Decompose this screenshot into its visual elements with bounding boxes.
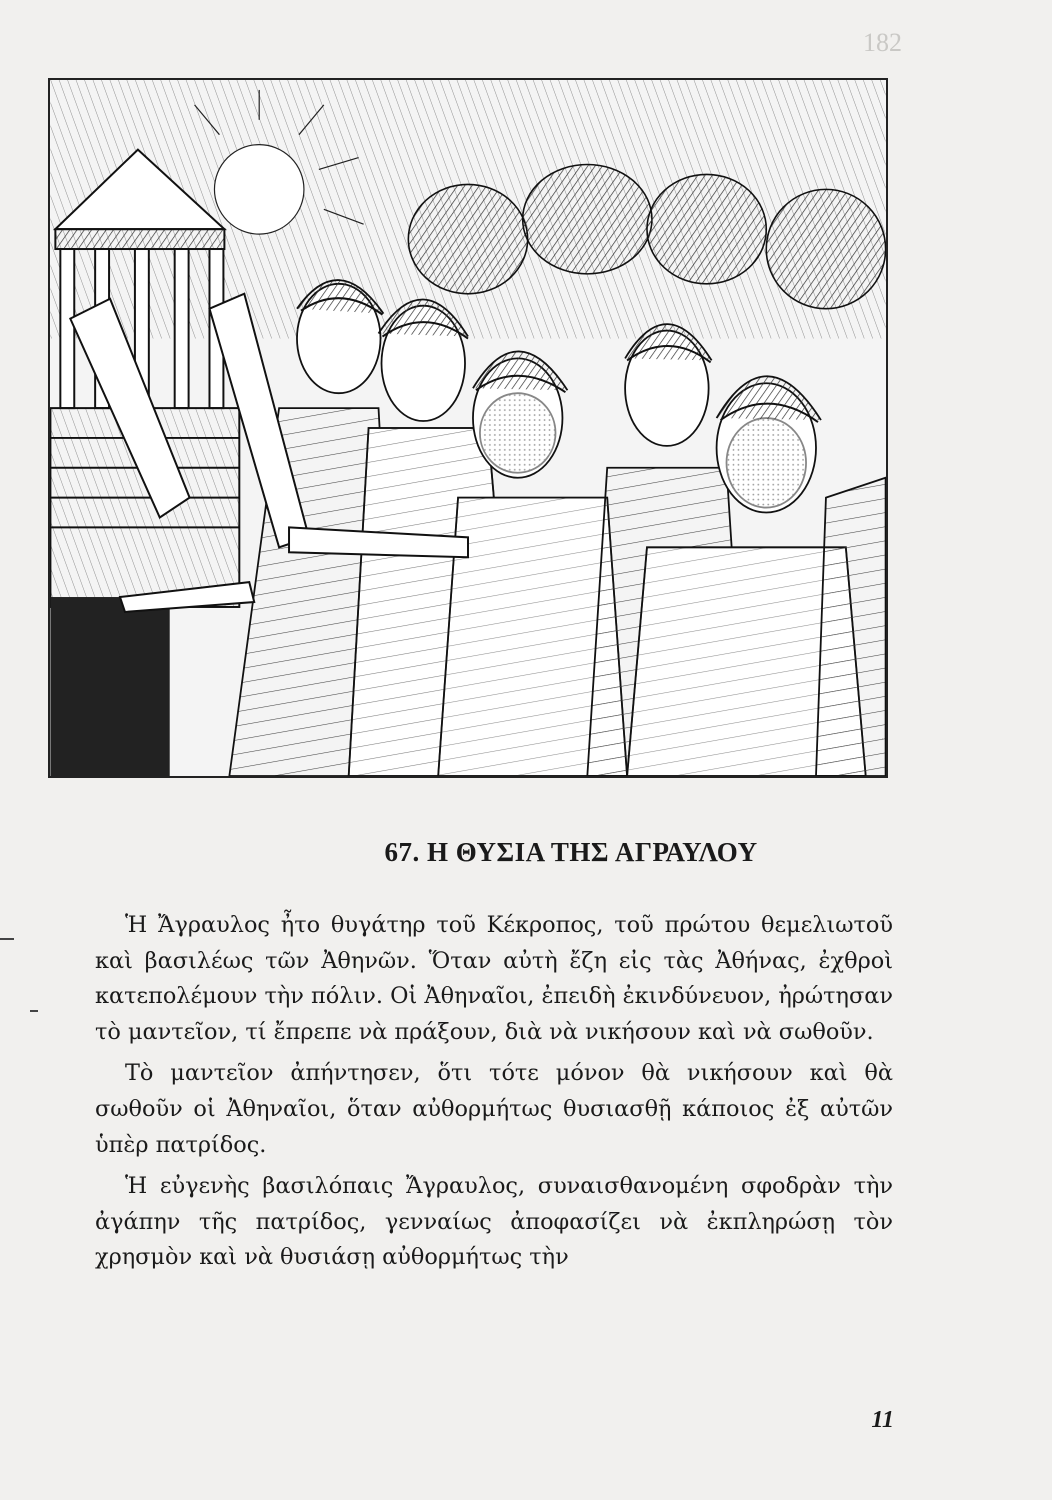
margin-mark bbox=[30, 1010, 38, 1012]
maidens-procession-engraving bbox=[50, 80, 886, 776]
page-number: 11 bbox=[871, 1407, 894, 1433]
paragraph-3: Ἡ εὐγενὴς βασιλόπαις Ἄγραυλος, συναισθανομένη σφοδρὰν τὴν ἀγάπην τῆς πατρίδος, γενναίως ἀποφασίζει νὰ ἐκπληρώσῃ τὸν χρησμὸν καὶ νὰ θυσιάσῃ αὐθορμήτως τὴν bbox=[95, 1173, 893, 1271]
bleed-through-page-number: 182 bbox=[863, 28, 902, 57]
paragraph-2: Τὸ μαντεῖον ἀπήντησεν, ὅτι τότε μόνον θὰ νικήσουν καὶ θὰ σωθοῦν οἱ Ἀθηναῖοι, ὅταν αὐθορμήτως θυσιασθῇ κάποιος ἐξ αὐτῶν ὑπὲρ πατρίδος. bbox=[95, 1060, 893, 1158]
chapter-heading: 67. Η ΘΥΣΙΑ ΤΗΣ ΑΓΡΑΥΛΟΥ bbox=[384, 837, 758, 867]
margin-mark bbox=[0, 938, 14, 940]
paragraph-1: Ἡ Ἄγραυλος ἦτο θυγάτηρ τοῦ Κέκροπος, τοῦ πρώτου θεμελιωτοῦ καὶ βασιλέως τῶν Ἀθηνῶν. Ὅταν αὐτὴ ἔζη εἰς τὰς Ἀθήνας, ἐχθροὶ κατεπολέμουν τὴν πόλιν. Οἱ Ἀθηναῖοι, ἐπειδὴ ἐκινδύνευον, ἠρώτησαν τὸ μαντεῖον, τί ἔπρεπε νὰ πράξουν, διὰ νὰ νικήσουν καὶ νὰ σωθοῦν. bbox=[95, 912, 893, 1045]
chapter-body bbox=[95, 908, 893, 1282]
engraving-illustration bbox=[48, 78, 888, 778]
